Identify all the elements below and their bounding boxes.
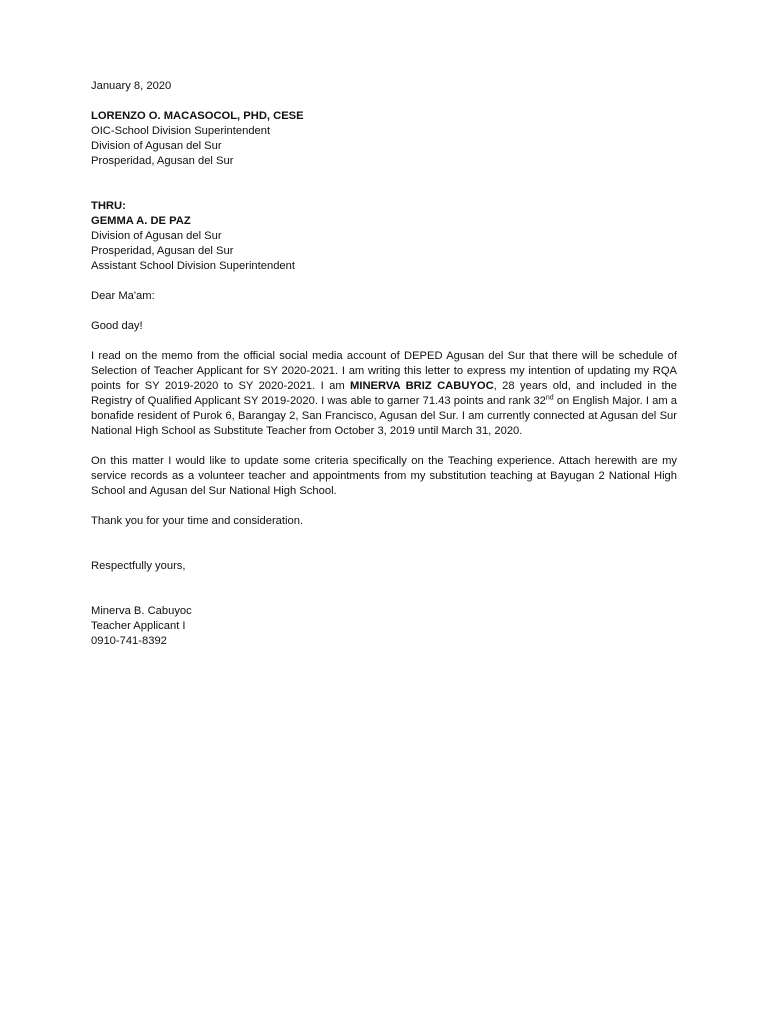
closing-thanks: Thank you for your time and consideration. xyxy=(91,515,304,527)
body-paragraph-1 xyxy=(91,349,677,439)
body-paragraph-2: On this matter I would like to update some criteria specifically on the Teaching experience. Attach herewith are my service records as a volunteer teacher and appointments from my substitution teaching at Bayugan 2 National High School and Agusan del Sur National High School. xyxy=(91,455,677,497)
body1-part3: on English Major. I am a bonafide resident of Purok 6, Barangay 2, San Francisco, Agusan del Sur. I am currently connected at Agusan del Sur National High School as Substitute Teacher from October 3, 2019 until March 31, 2020. xyxy=(91,395,677,437)
signature-name: Minerva B. Cabuyoc xyxy=(91,605,192,617)
thru-label: THRU: xyxy=(91,200,126,212)
thru-block xyxy=(91,199,677,274)
letter-date: January 8, 2020 xyxy=(91,80,172,92)
signature-title: Teacher Applicant I xyxy=(91,620,186,632)
recipient-address: Prosperidad, Agusan del Sur xyxy=(91,155,234,167)
thru-title: Assistant School Division Superintendent xyxy=(91,260,295,272)
signature-block xyxy=(91,604,677,649)
signature-phone: 0910-741-8392 xyxy=(91,635,167,647)
body1-part1: I read on the memo from the official social media account of DEPED Agusan del Sur that there will be schedule of Selection of Teacher Applicant for SY 2020-2021. I am writing this letter to express my intention of updating my RQA points for SY 2019-2020 to SY 2020-2021. I am xyxy=(91,350,677,392)
rank-suffix: nd xyxy=(545,394,554,402)
body1-part2: , 28 years old, and included in the Registry of Qualified Applicant SY 2019-2020. I was able to garner 71.43 points and rank 32 xyxy=(91,380,677,407)
greeting: Good day! xyxy=(91,320,143,332)
salutation: Dear Ma'am: xyxy=(91,290,155,302)
letter-page xyxy=(91,79,677,649)
recipient-block xyxy=(91,109,677,169)
thru-name: GEMMA A. DE PAZ xyxy=(91,215,191,227)
recipient-name: LORENZO O. MACASOCOL, PHD, CESE xyxy=(91,110,304,122)
thru-office: Division of Agusan del Sur xyxy=(91,230,222,242)
thru-address: Prosperidad, Agusan del Sur xyxy=(91,245,234,257)
closing: Respectfully yours, xyxy=(91,560,186,572)
applicant-name-inline: MINERVA BRIZ CABUYOC xyxy=(350,380,494,392)
recipient-office: Division of Agusan del Sur xyxy=(91,140,222,152)
recipient-title: OIC-School Division Superintendent xyxy=(91,125,271,137)
